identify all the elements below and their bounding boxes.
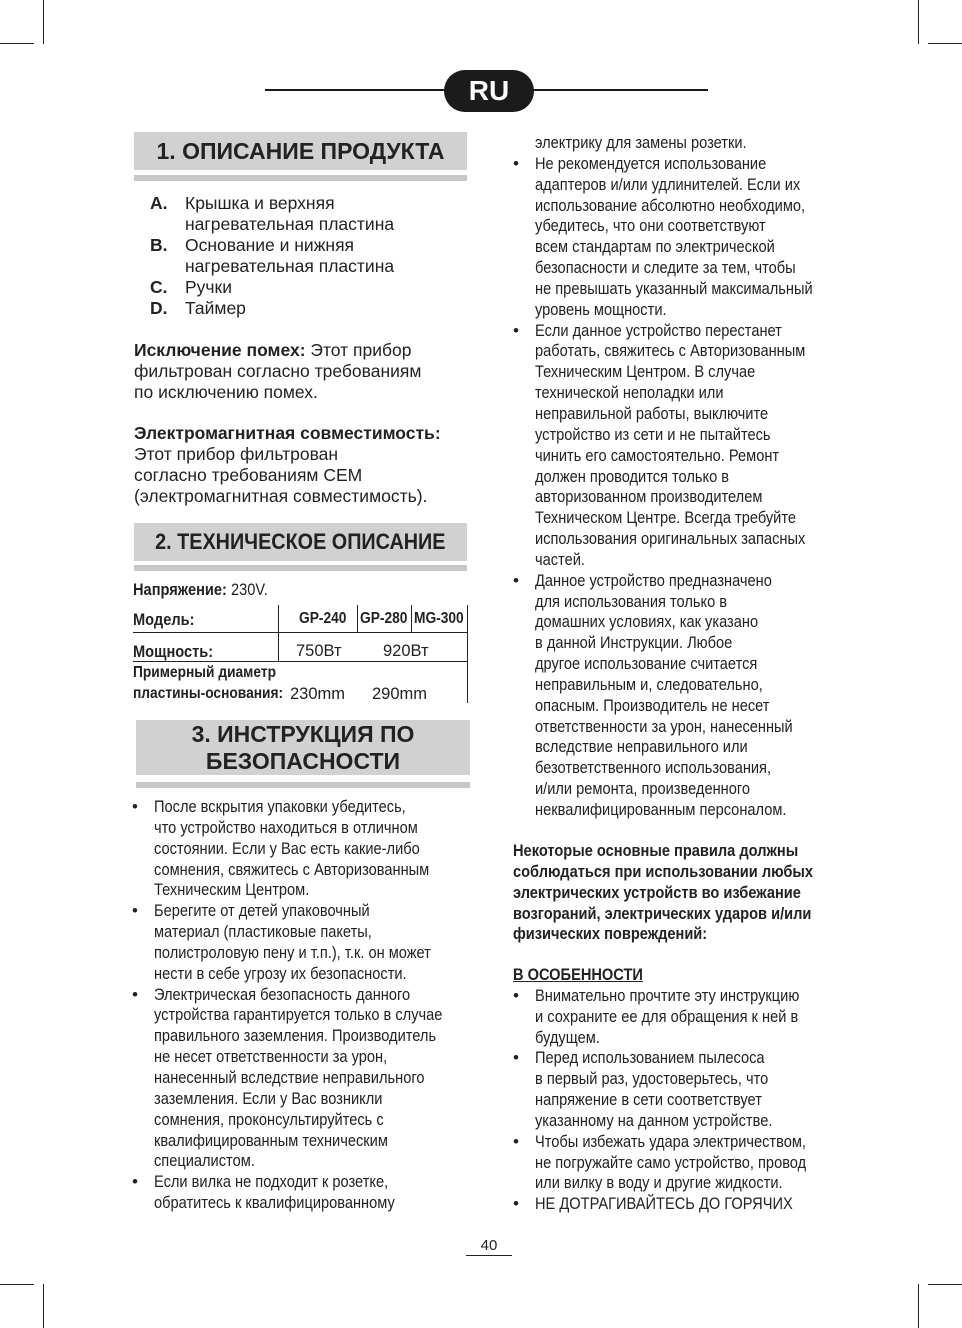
bullet-text: Если данное устройство перестанет работать, свяжитесь с Авторизованным Техническим Центром. В случае технической неполадки или неправильной работы, выключите устройство из сети и не пытайтесь чинить его самостоятельно. Ремонт должен проводится только в авторизованном производителем Техническом Центре. Всегда требуйте использования оригинальных запасных частей. [535, 320, 806, 569]
list-item-continuation [513, 133, 853, 154]
emc-paragraph [134, 423, 441, 507]
table-rule [411, 605, 412, 633]
list-item [513, 1132, 853, 1195]
list-item [513, 1194, 853, 1215]
part-line: нагревательная пластина [185, 256, 395, 276]
crop-mark [928, 1284, 962, 1285]
section-3-header [136, 720, 470, 792]
basic-rules-text: Некоторые основные правила должны соблюдаться при использовании любых электрических устройств во избежание возгораний, электрических ударов и/или физических повреждений: [513, 841, 814, 944]
emc-line: (электромагнитная совместимость). [134, 486, 428, 506]
interference-line: фильтрован согласно требованиям [134, 361, 422, 381]
list-item [513, 1048, 853, 1131]
power-label: Мощность: [133, 642, 214, 661]
in-particular-block [513, 965, 853, 1215]
section-2-title-text: 2. ТЕХНИЧЕСКОЕ ОПИСАНИЕ [155, 529, 446, 554]
page-number: 40 [480, 1237, 498, 1254]
diameter-value-gp280-mg300: 290mm [372, 685, 428, 703]
bullet-text: Электрическая безопасность данного устройства гарантируется только в случае правильного заземления. Производитель не несет ответственности за урон, нанесенный вследствие неправильного заземления. Если у Вас возникли сомнения, проконсультируйтесь с квалифицированным техническим специалистом. [154, 984, 443, 1171]
bullet-text: Чтобы избежать удара электричеством, не погружайте само устройство, провод или вилку в воду и другие жидкости. [535, 1131, 807, 1193]
basic-rules-paragraph [513, 841, 853, 945]
section-1-underline [134, 175, 467, 181]
section-1-title: 1. ОПИСАНИЕ ПРОДУКТА [134, 132, 467, 170]
model-gp280: GP-280 [360, 610, 408, 627]
part-item [150, 277, 394, 298]
part-line: Крышка и верхняя [185, 193, 335, 213]
bullet-text: электрику для замены розетки. [535, 133, 747, 152]
bullet-icon: • [513, 1194, 519, 1214]
part-text [185, 235, 394, 277]
list-item [513, 154, 853, 321]
bullet-icon: • [513, 570, 519, 590]
crop-mark [928, 43, 962, 44]
section-2-title [134, 523, 467, 561]
bullet-text: Берегите от детей упаковочный материал (пластиковые пакеты, полистроловую пену и т.п.), т.к. он может нести в себе угрозу их безопасности. [154, 901, 431, 983]
power-value-gp280-mg300: 920Вт [383, 642, 429, 660]
table-rule [278, 605, 279, 661]
interference-paragraph [134, 340, 421, 403]
emc-title-text: Электромагнитная совместимость: [134, 423, 441, 443]
bullet-text: Не рекомендуется использование адаптеров и/или удлинителей. Если их использование абсолютно необходимо, убедитесь, что они соответствуют всем стандартам по электрической безопасности и следите за тем, чтобы не превышать указанный максимальный уровень мощности. [535, 153, 813, 319]
part-item [150, 193, 394, 235]
table-rule [357, 605, 358, 633]
page-number-rule [466, 1255, 512, 1256]
voltage-line [133, 579, 268, 600]
part-line: Таймер [185, 298, 246, 318]
header-rule-left [265, 89, 455, 91]
part-item [150, 235, 394, 277]
part-letter: B. [150, 235, 168, 255]
diameter-label-line1: Примерный диаметр [133, 664, 276, 681]
diameter-label-line2: пластины-основания: [133, 685, 284, 702]
crop-mark [918, 0, 919, 44]
language-badge: RU [444, 70, 534, 112]
list-item [513, 321, 853, 571]
bullet-text: Внимательно прочтите эту инструкцию и сохраните ее для обращения к ней в будущем. [535, 985, 800, 1047]
part-line: нагревательная пластина [185, 214, 395, 234]
interference-line [134, 340, 421, 361]
part-text [185, 193, 394, 235]
bullet-text: Данное устройство предназначено для использования только в домашних условиях, как указано в данной Инструкции. Любое другое использование считается неправильным и, следовательно, опасным. Производитель не несет ответственности за урон, нанесенный вследствие неправильного или безответственного использования, и/или ремонта, произведенного неквалифицированным персоналом. [535, 570, 793, 819]
part-item [150, 298, 394, 319]
crop-mark [43, 0, 44, 44]
section-2-header [134, 523, 467, 573]
parts-list [150, 193, 394, 319]
list-item [132, 797, 472, 901]
crop-mark [918, 1284, 919, 1328]
emc-line: согласно требованиям CEM [134, 465, 363, 485]
interference-text: Этот прибор [305, 340, 412, 360]
bullet-icon: • [513, 153, 519, 173]
header-rule-right [525, 89, 708, 91]
crop-mark [43, 1284, 44, 1328]
part-letter: A. [150, 193, 168, 213]
model-gp240: GP-240 [299, 610, 347, 627]
part-line: Ручки [185, 277, 232, 297]
section-1-header [134, 132, 467, 184]
bullet-icon: • [513, 1048, 519, 1068]
safety-bullets-right [513, 133, 853, 821]
bullet-text: Если вилка не подходит к розетке, обратитесь к квалифицированному [154, 1172, 395, 1213]
model-mg300: MG-300 [414, 610, 464, 627]
table-rule [467, 605, 468, 703]
list-item [132, 1172, 472, 1214]
section-3-underline [136, 782, 470, 788]
list-item [132, 985, 472, 1173]
part-text [185, 298, 246, 319]
list-item [513, 986, 853, 1049]
voltage-label: Напряжение: [133, 580, 227, 599]
bullet-icon: • [132, 1172, 138, 1192]
part-line: Основание и нижняя [185, 235, 355, 255]
bullet-icon: • [132, 901, 138, 921]
spec-table [133, 605, 468, 703]
bullet-icon: • [513, 1131, 519, 1151]
part-text [185, 277, 232, 298]
voltage-value: 230V. [226, 580, 268, 599]
section-3-title [136, 720, 470, 775]
section-3-title-line: 3. ИНСТРУКЦИЯ ПО [191, 721, 415, 747]
bullet-icon: • [513, 985, 519, 1005]
interference-line: по исключению помех. [134, 382, 318, 402]
table-rule [133, 632, 468, 633]
emc-title [134, 423, 441, 444]
section-3-title-line: БЕЗОПАСНОСТИ [205, 748, 401, 774]
section-2-underline [134, 565, 467, 571]
emc-line: Этот прибор фильтрован [134, 444, 339, 464]
in-particular-heading: В ОСОБЕННОСТИ [513, 965, 643, 984]
crop-mark [0, 1284, 34, 1285]
interference-title: Исключение помех: [134, 340, 306, 360]
model-label: Модель: [133, 610, 195, 629]
power-value-gp240: 750Вт [296, 642, 342, 660]
bullet-icon: • [132, 797, 138, 816]
bullet-icon: • [132, 984, 138, 1004]
part-letter: C. [150, 277, 168, 297]
bullet-text: Перед использованием пылесоса в первый раз, удостоверьтесь, что напряжение в сети соответствует указанному на данном устройстве. [535, 1048, 773, 1130]
list-item [132, 901, 472, 984]
crop-mark [0, 43, 34, 44]
diameter-value-gp240: 230mm [290, 685, 346, 703]
list-item [513, 571, 853, 821]
safety-bullets-left [132, 797, 472, 1214]
bullet-icon: • [513, 320, 519, 340]
bullet-text: НЕ ДОТРАГИВАЙТЕСЬ ДО ГОРЯЧИХ [535, 1194, 793, 1214]
bullet-text: После вскрытия упаковки убедитесь, что устройство находиться в отличном состоянии. Если у Вас есть какие-либо сомнения, свяжитесь с Авторизованным Техническим Центром. [154, 797, 430, 900]
part-letter: D. [150, 298, 168, 318]
